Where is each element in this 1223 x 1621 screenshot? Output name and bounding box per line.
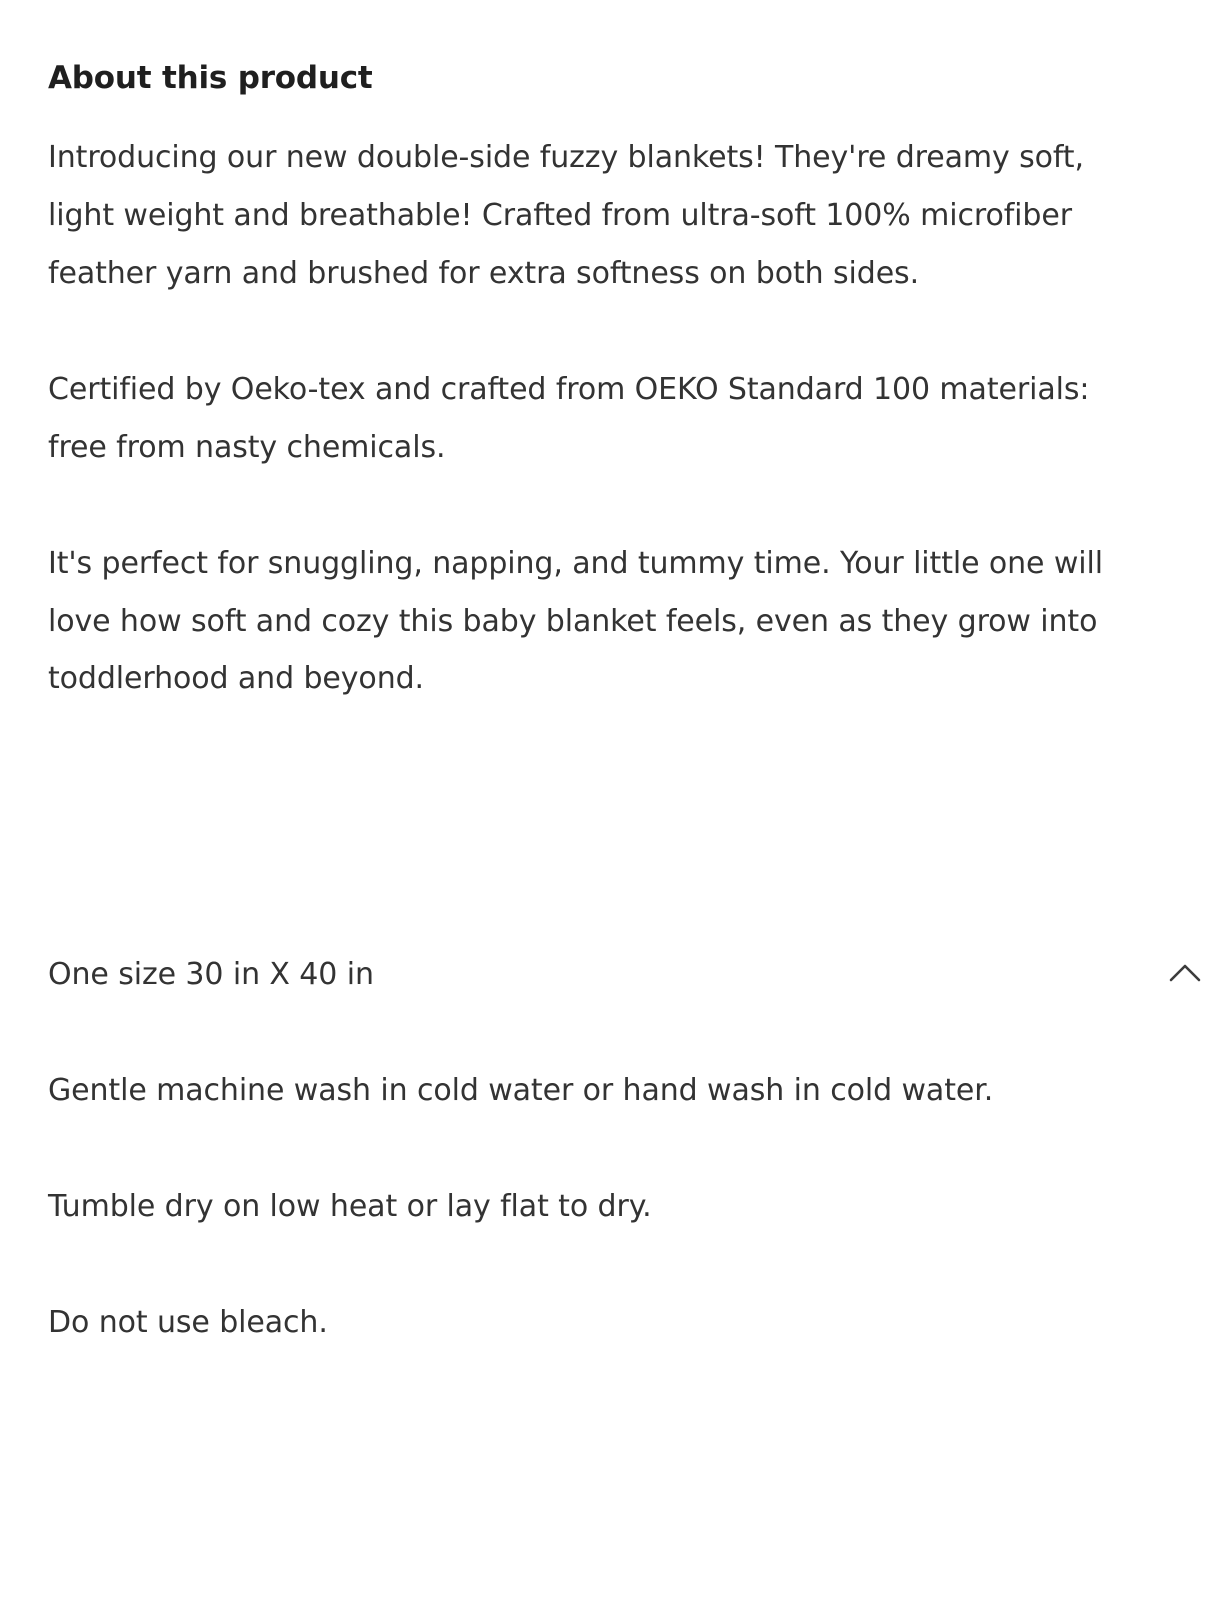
paragraph-spacer <box>48 1120 1108 1178</box>
section-spacer <box>48 708 1108 946</box>
product-description-body <box>48 129 1108 1352</box>
paragraph-certification: Certified by Oeko-tex and crafted from OEKO Standard 100 materials: free from nasty chemicals. <box>48 371 1090 465</box>
paragraph-bleach-care: Do not use bleach. <box>48 1304 328 1340</box>
paragraph-spacer <box>48 303 1108 361</box>
paragraph-wash-care: Gentle machine wash in cold water or hand wash in cold water. <box>48 1073 994 1109</box>
paragraph-intro: Introducing our new double-side fuzzy blankets! They're dreamy soft, light weight and breathable! Crafted from ultra-soft 100% microfiber feather yarn and brushed for extra softness on both sides. <box>48 140 1084 291</box>
paragraph-spacer <box>48 1236 1108 1294</box>
paragraph-dry-care: Tumble dry on low heat or lay flat to dry. <box>48 1189 652 1225</box>
paragraph-spacer <box>48 477 1108 535</box>
chevron-up-icon[interactable] <box>1165 952 1205 992</box>
paragraph-size: One size 30 in X 40 in <box>48 957 374 993</box>
paragraph-spacer <box>48 1004 1108 1062</box>
page-title: About this product <box>48 60 373 96</box>
paragraph-usage: It's perfect for snuggling, napping, and tummy time. Your little one will love how soft and cozy this baby blanket feels, even as they grow into toddlerhood and beyond. <box>48 545 1103 697</box>
